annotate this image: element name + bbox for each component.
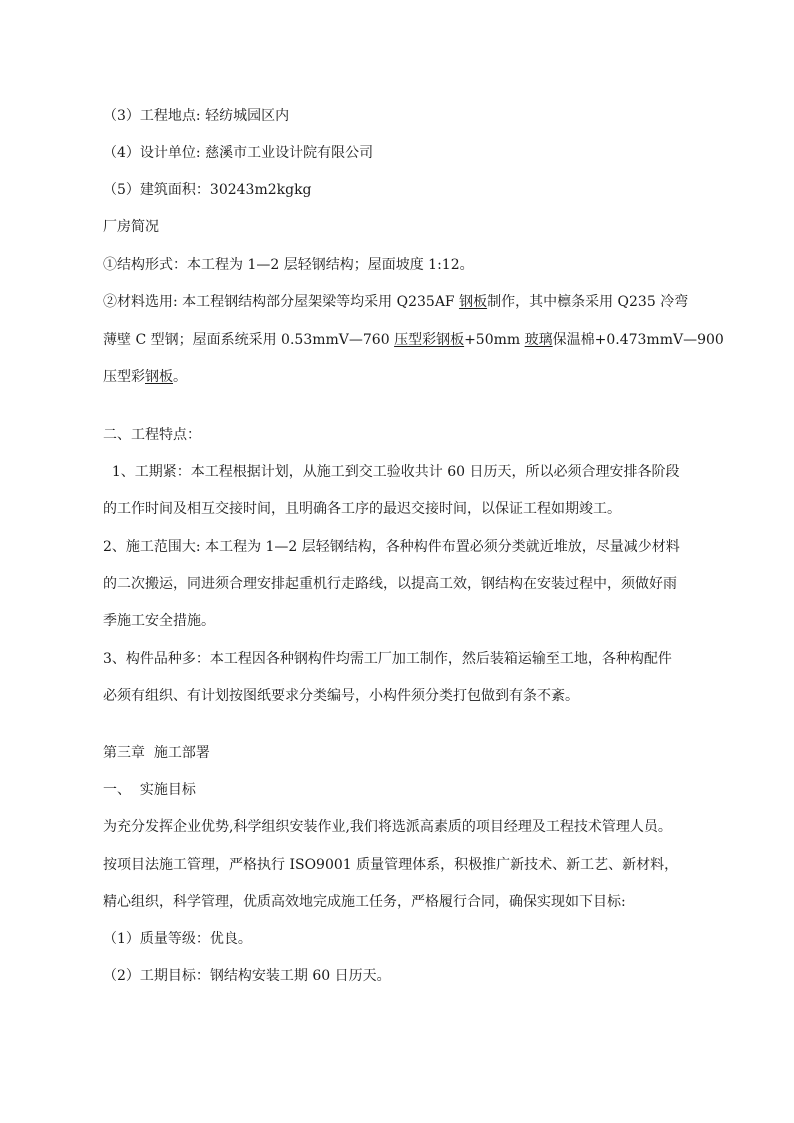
feature-3-line-1: 3、构件品种多：本工程因各种钢构件均需工厂加工制作，然后装箱运输至工地，各种构配件 [103, 651, 672, 667]
design-unit: （4）设计单位: 慈溪市工业设计院有限公司 [103, 145, 374, 161]
project-location: （3）工程地点: 轻纺城园区内 [103, 108, 290, 124]
text-run: ②材料选用: 本工程钢结构部分屋架梁等均采用 Q235AF [103, 294, 460, 310]
text-run: 保温棉+0.473mmV—900 [552, 332, 724, 348]
schedule-goal: （2）工期目标：钢结构安装工期 60 日历天。 [103, 968, 391, 984]
goals-para-line-3: 精心组织，科学管理，优质高效地完成施工任务，严格履行合同，确保实现如下目标: [103, 894, 626, 910]
feature-1-line-1: 1、工期紧：本工程根据计划，从施工到交工验收共计 60 日历天，所以必须合理安排各阶段 [103, 464, 680, 480]
goals-para-line-1: 为充分发挥企业优势,科学组织安装作业,我们将选派高素质的项目经理及工程技术管理人员。 [103, 819, 672, 835]
underlined-term: 压型彩钢板 [394, 332, 465, 348]
quality-goal: （1）质量等级：优良。 [103, 931, 252, 947]
material-selection-line-3 [103, 367, 187, 387]
underlined-term: 钢板 [459, 294, 488, 310]
feature-2-line-3: 季施工安全措施。 [103, 613, 215, 629]
text-run: 压型彩 [103, 369, 145, 385]
text-run: +50mm [464, 332, 525, 348]
feature-3-line-2: 必须有组织、有计划按图纸要求分类编号，小构件须分类打包做到有条不紊。 [103, 688, 579, 704]
goals-para-line-2: 按项目法施工管理，严格执行 ISO9001 质量管理体系，积极推广新技术、新工艺、新材料， [103, 857, 679, 873]
underlined-term: 玻璃 [524, 332, 553, 348]
building-area: （5）建筑面积：30243m2kgkg [103, 182, 312, 198]
text-run: 制作，其中檩条采用 Q235 冷弯 [487, 294, 689, 310]
plant-overview-heading: 厂房简况 [103, 219, 159, 235]
feature-1-line-2: 的工作时间及相互交接时间，且明确各工序的最迟交接时间，以保证工程如期竣工。 [103, 501, 621, 517]
structure-form: ①结构形式：本工程为 1—2 层轻钢结构；屋面坡度 1:12。 [103, 257, 474, 273]
underlined-term: 钢板 [145, 369, 173, 385]
chapter-heading: 第三章 施工部署 [103, 745, 210, 761]
feature-2-line-1: 2、施工范围大: 本工程为 1—2 层轻钢结构，各种构件布置必须分类就近堆放，尽量减少材料 [103, 539, 680, 555]
text-run: 。 [173, 369, 187, 385]
section-heading-features: 二、工程特点： [103, 427, 201, 443]
material-selection-line-1 [103, 292, 688, 312]
section-heading-goals: 一、 实施目标 [103, 782, 196, 798]
material-selection-line-2 [103, 330, 724, 350]
text-run: 薄壁 C 型钢；屋面系统采用 0.53mmV—760 [103, 332, 395, 348]
feature-2-line-2: 的二次搬运，同进须合理安排起重机行走路线，以提高工效，钢结构在安装过程中，须做好雨 [103, 576, 677, 592]
